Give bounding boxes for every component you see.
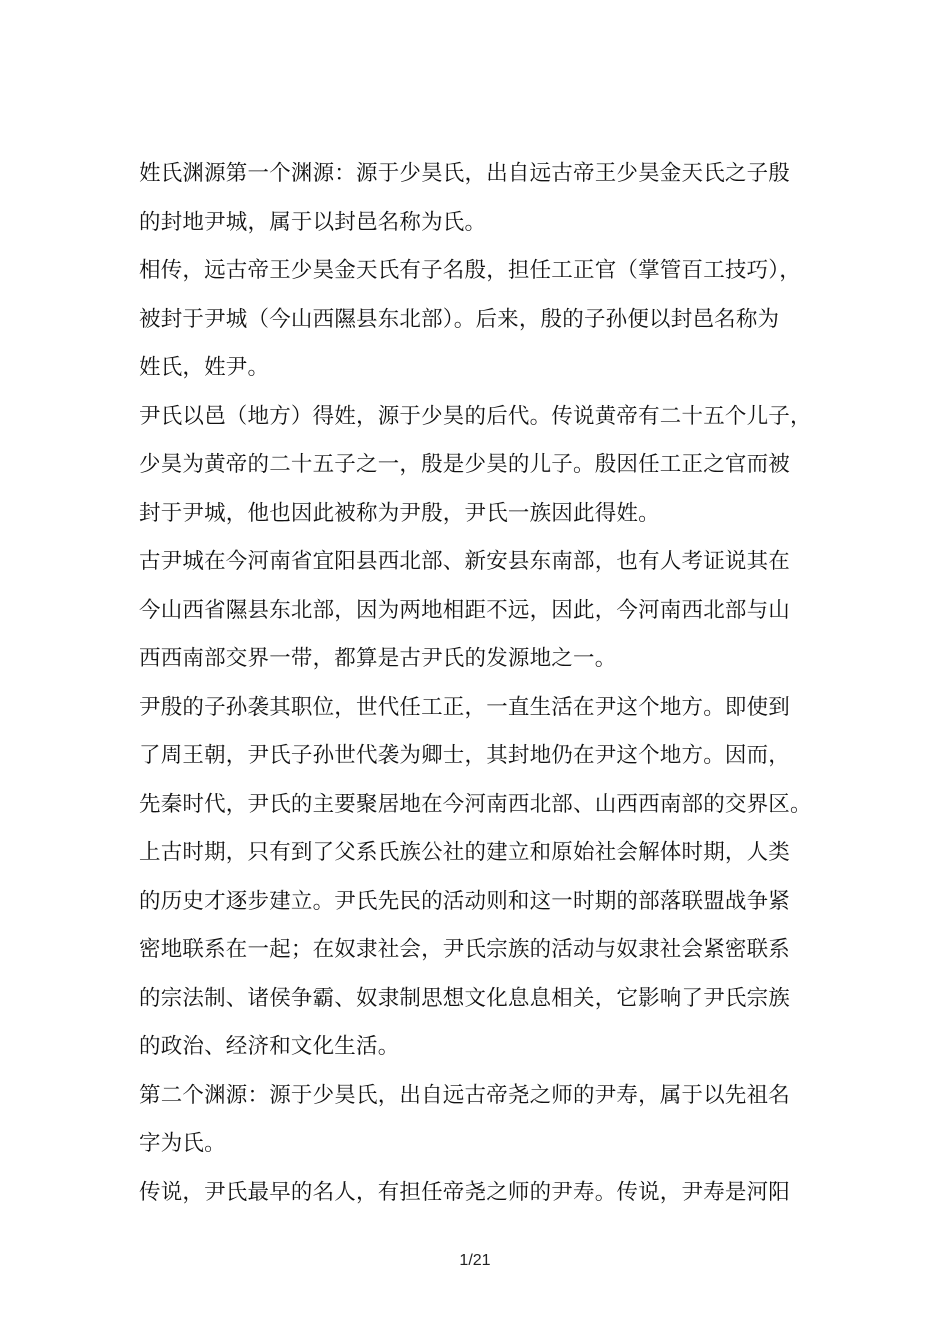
text-line: 的历史才逐步建立。尹氏先民的活动则和这一时期的部落联盟战争紧: [139, 888, 791, 914]
text-line: 西西南部交界一带，都算是古尹氏的发源地之一。: [139, 646, 617, 671]
text-line: 姓氏渊源第一个渊源：源于少昊氏，出自远古帝王少昊金天氏之子殷: [139, 161, 791, 186]
document-body: [139, 150, 829, 1217]
text-line: 尹氏以邑（地方）得姓，源于少昊的后代。传说黄帝有二十五个儿子，: [139, 403, 812, 429]
text-line: 封于尹城，他也因此被称为尹殷，尹氏一族因此得姓。: [139, 500, 660, 526]
text-line: 字为氏。: [139, 1131, 226, 1156]
text-line: 上古时期，只有到了父系氏族公社的建立和原始社会解体时期，人类: [139, 840, 791, 865]
text-line: 相传，远古帝王少昊金天氏有子名殷，担任工正官（掌管百工技巧），: [139, 258, 801, 283]
text-line: 的宗法制、诸侯争霸、奴隶制思想文化息息相关，它影响了尹氏宗族: [139, 985, 791, 1011]
text-line: 尹殷的子孙袭其职位，世代任工正，一直生活在尹这个地方。即使到: [139, 694, 791, 720]
text-line: 第二个渊源：源于少昊氏，出自远古帝尧之师的尹寿，属于以先祖名: [139, 1082, 791, 1108]
text-line: 少昊为黄帝的二十五子之一，殷是少昊的儿子。殷因任工正之官而被: [139, 452, 791, 477]
text-line: 了周王朝，尹氏子孙世代袭为卿士，其封地仍在尹这个地方。因而，: [139, 743, 791, 768]
text-line: 古尹城在今河南省宜阳县西北部、新安县东南部，也有人考证说其在: [139, 549, 791, 574]
text-line: 传说，尹氏最早的名人，有担任帝尧之师的尹寿。传说，尹寿是河阳: [139, 1179, 791, 1205]
text-line: 被封于尹城（今山西隰县东北部）。后来，殷的子孙便以封邑名称为: [139, 306, 780, 332]
page-number: 1/21: [459, 1252, 491, 1269]
text-line: 密地联系在一起；在奴隶社会，尹氏宗族的活动与奴隶社会紧密联系: [139, 937, 791, 962]
text-line: 先秦时代，尹氏的主要聚居地在今河南西北部、山西西南部的交界区。: [139, 791, 812, 817]
text-line: 的封地尹城，属于以封邑名称为氏。: [139, 209, 487, 235]
text-line: 今山西省隰县东北部，因为两地相距不远，因此，今河南西北部与山: [139, 597, 791, 623]
text-line: 姓氏，姓尹。: [139, 355, 270, 380]
text-line: 的政治、经济和文化生活。: [139, 1034, 400, 1059]
